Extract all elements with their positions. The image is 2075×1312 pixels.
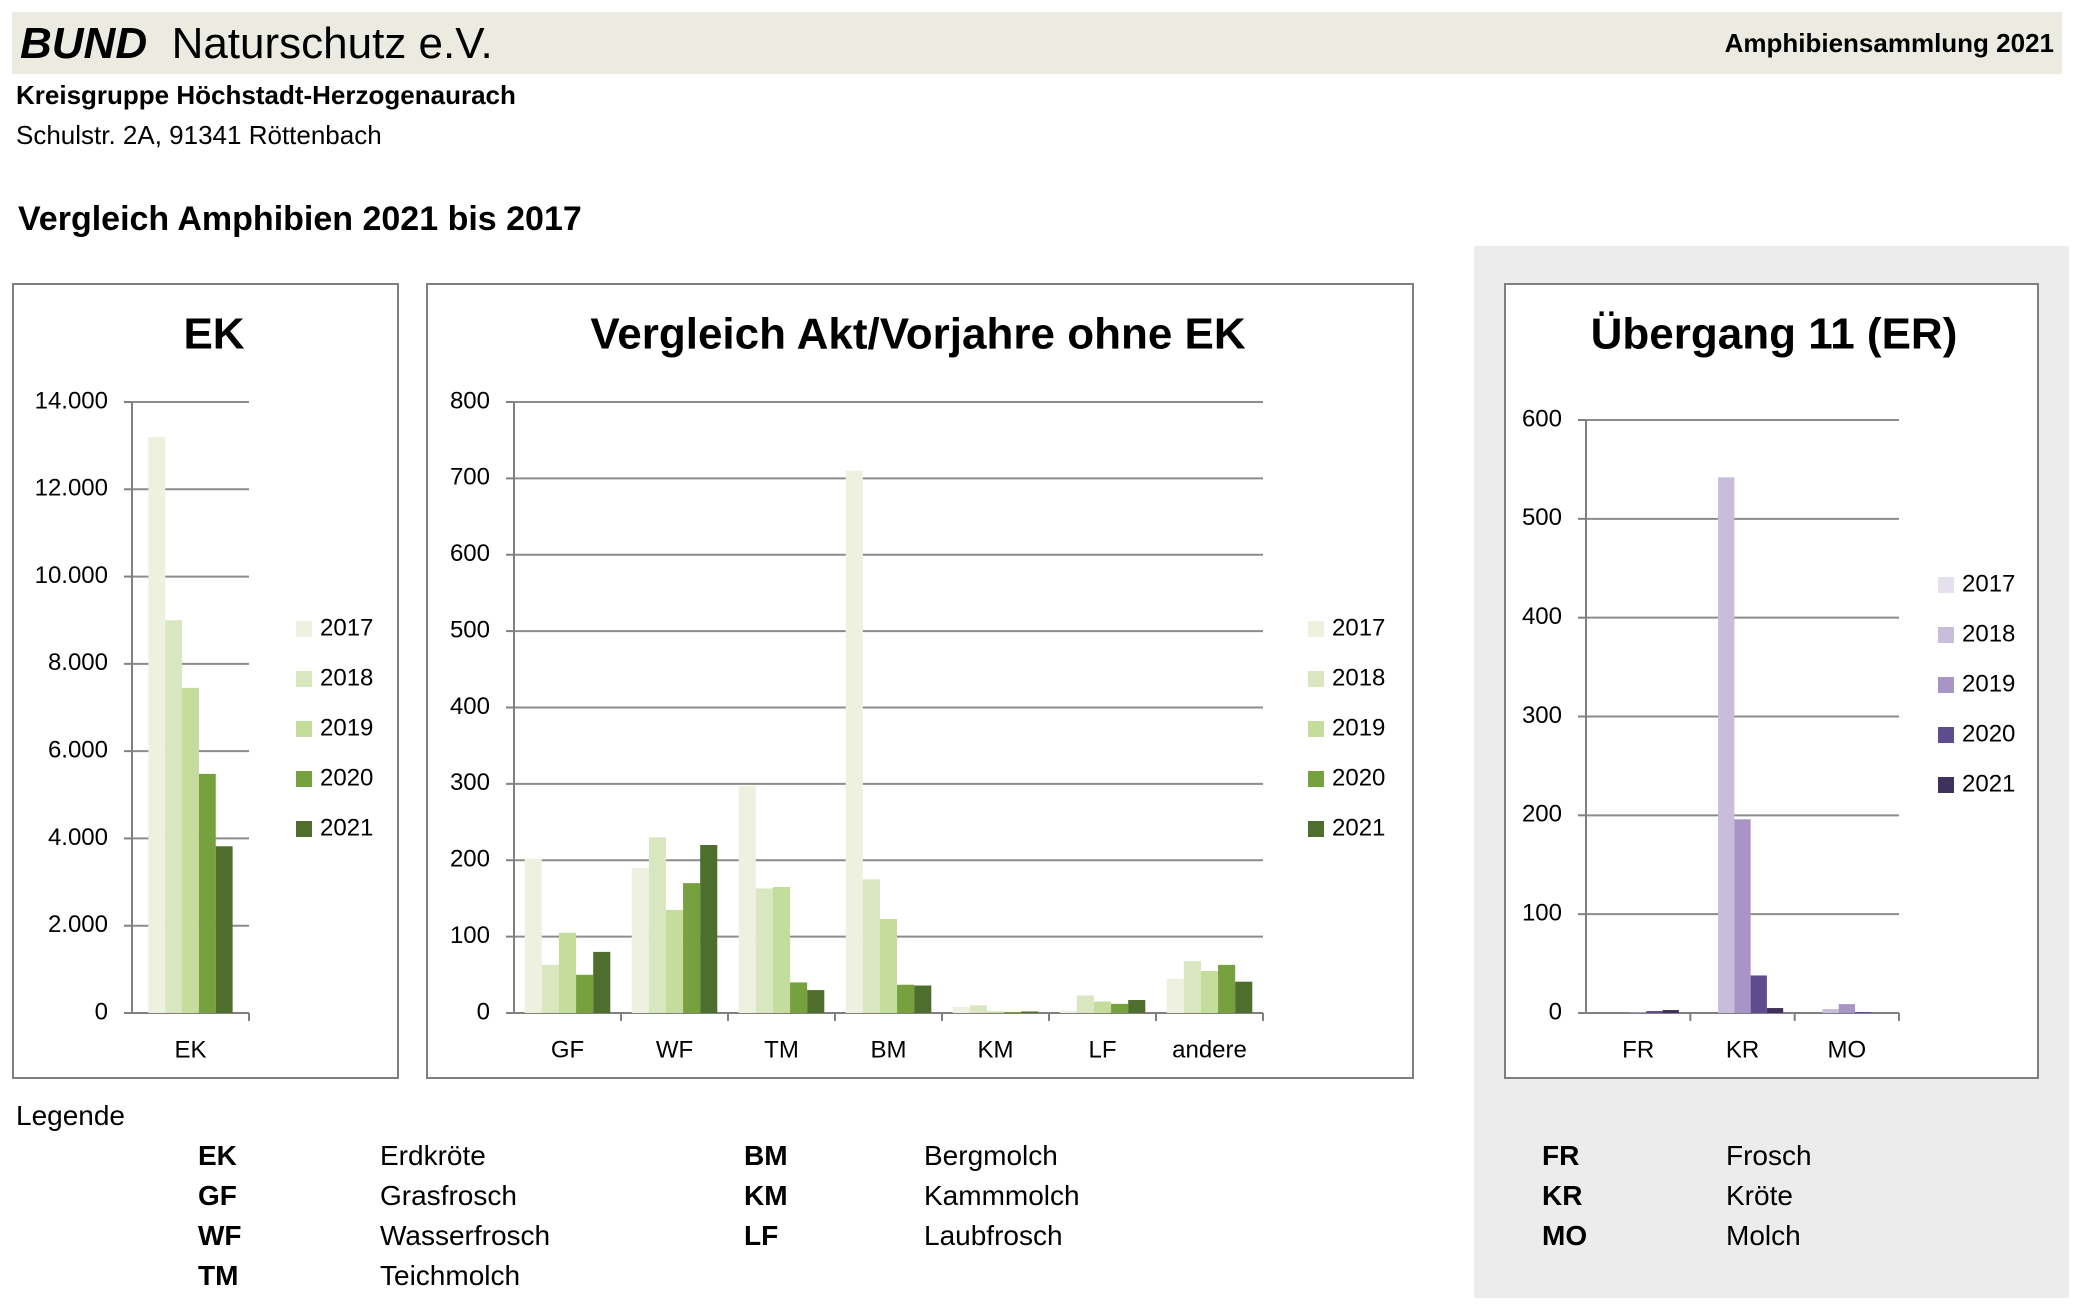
legend-abbr-kr: KR	[1542, 1180, 1583, 1211]
cmp-legend-label-2019: 2019	[1332, 714, 1386, 742]
ek-bar-ek-2018	[165, 620, 182, 1013]
cmp-xtick-label: LF	[1088, 1036, 1117, 1064]
ek-ytick-label: 6.000	[47, 736, 108, 764]
cmp-bar-wf-2018	[649, 837, 666, 1013]
ek-ytick-label: 14.000	[34, 387, 108, 415]
ueb-ytick-label: 0	[1548, 998, 1562, 1026]
ueb-xtick-label: MO	[1827, 1036, 1867, 1064]
ek-bar-ek-2017	[148, 437, 165, 1013]
ek-ytick-label: 12.000	[34, 474, 108, 502]
ueb-legend-label-2019: 2019	[1962, 670, 2016, 698]
cmp-bar-tm-2017	[739, 786, 756, 1013]
cmp-xtick-label: KM	[977, 1036, 1014, 1064]
legend-name-ek: Erdkröte	[380, 1140, 486, 1171]
cmp-ytick-label: 400	[449, 692, 490, 720]
cmp-bar-gf-2017	[525, 859, 542, 1013]
chart-ek	[12, 283, 399, 1079]
cmp-xtick-label: GF	[550, 1036, 585, 1064]
ek-ytick-label: 8.000	[47, 649, 108, 677]
cmp-ytick-label: 600	[449, 540, 490, 568]
cmp-xtick-label: andere	[1172, 1036, 1247, 1064]
legend-abbr-mo: MO	[1542, 1220, 1588, 1251]
cmp-ytick-label: 500	[449, 616, 490, 644]
cmp-bar-wf-2020	[683, 883, 700, 1013]
legend-name-lf: Laubfrosch	[924, 1220, 1063, 1251]
ueb-bar-mo-2019	[1839, 1004, 1855, 1013]
ek-bar-ek-2020	[199, 774, 216, 1013]
ek-legend-swatch-2018	[296, 671, 312, 687]
cmp-bar-lf-2021	[1128, 1000, 1145, 1013]
ek-legend-label-2020: 2020	[320, 764, 374, 792]
ueb-bar-fr-2021	[1663, 1010, 1679, 1013]
cmp-bar-km-2021	[1021, 1011, 1038, 1013]
cmp-ytick-label: 700	[449, 463, 490, 491]
cmp-bar-lf-2020	[1111, 1004, 1128, 1013]
ek-ytick-label: 2.000	[47, 911, 108, 939]
ek-legend-label-2017: 2017	[320, 614, 374, 642]
cmp-bar-km-2019	[987, 1011, 1004, 1013]
cmp-bar-bm-2018	[863, 879, 880, 1013]
cmp-ytick-label: 300	[449, 769, 490, 797]
legend-abbr-wf: WF	[198, 1220, 242, 1251]
ueb-legend-swatch-2017	[1938, 577, 1954, 593]
comparison-title: Vergleich Amphibien 2021 bis 2017	[18, 200, 582, 238]
ueb-bar-fr-2019	[1630, 1012, 1646, 1013]
brand-rest: Naturschutz e.V.	[171, 19, 493, 68]
cmp-bar-bm-2020	[897, 985, 914, 1013]
cmp-ytick-label: 0	[476, 998, 490, 1026]
cmp-legend-swatch-2017	[1308, 621, 1324, 637]
legend-name-fr: Frosch	[1726, 1140, 1812, 1171]
ueb-xtick-label: KR	[1725, 1036, 1760, 1064]
legend-name-gf: Grasfrosch	[380, 1180, 517, 1211]
cmp-bar-tm-2019	[773, 887, 790, 1013]
cmp-bar-km-2017	[953, 1007, 970, 1013]
ueb-ytick-label: 500	[1521, 504, 1562, 532]
ek-legend-swatch-2020	[296, 771, 312, 787]
ueb-legend-swatch-2020	[1938, 727, 1954, 743]
legend-heading: Legende	[16, 1100, 126, 1131]
ueb-title: Übergang 11 (ER)	[1590, 309, 1958, 359]
brand-logo	[20, 20, 493, 68]
ueb-legend-swatch-2021	[1938, 777, 1954, 793]
legend-abbr-gf: GF	[198, 1180, 237, 1211]
ueb-bar-mo-2018	[1822, 1009, 1838, 1013]
cmp-bar-andere-2019	[1201, 971, 1218, 1013]
cmp-bar-gf-2020	[576, 975, 593, 1013]
cmp-bar-gf-2019	[559, 933, 576, 1013]
ueb-legend-label-2018: 2018	[1962, 620, 2016, 648]
ueb-bar-kr-2021	[1767, 1008, 1783, 1013]
legend-abbr-fr: FR	[1542, 1140, 1580, 1171]
ueb-bar-kr-2019	[1734, 819, 1750, 1013]
ueb-bar-kr-2020	[1751, 975, 1767, 1013]
cmp-bar-wf-2019	[666, 910, 683, 1013]
legend-abbr-ek: EK	[198, 1140, 237, 1171]
ueb-legend-label-2017: 2017	[1962, 570, 2016, 598]
ek-legend-label-2018: 2018	[320, 664, 374, 692]
cmp-xtick-label: BM	[870, 1036, 907, 1064]
chart-uebergang	[1504, 283, 2039, 1079]
cmp-bar-lf-2019	[1094, 1002, 1111, 1013]
cmp-bar-lf-2018	[1077, 995, 1094, 1013]
ueb-ytick-label: 100	[1521, 899, 1562, 927]
cmp-bar-tm-2018	[756, 889, 773, 1013]
cmp-bar-tm-2021	[807, 990, 824, 1013]
cmp-ytick-label: 200	[449, 845, 490, 873]
cmp-legend-label-2017: 2017	[1332, 614, 1386, 642]
legend-name-mo: Molch	[1726, 1220, 1801, 1251]
cmp-legend-label-2018: 2018	[1332, 664, 1386, 692]
legend-abbr-tm: TM	[198, 1260, 239, 1291]
ueb-legend-swatch-2019	[1938, 677, 1954, 693]
cmp-bar-andere-2017	[1167, 979, 1184, 1013]
cmp-legend-swatch-2019	[1308, 721, 1324, 737]
cmp-bar-gf-2018	[542, 965, 559, 1013]
legend-name-bm: Bergmolch	[924, 1140, 1058, 1171]
ek-ytick-label: 0	[94, 998, 108, 1026]
ek-legend-swatch-2017	[296, 621, 312, 637]
cmp-bar-gf-2021	[593, 952, 610, 1013]
ek-legend-swatch-2021	[296, 821, 312, 837]
cmp-legend-swatch-2018	[1308, 671, 1324, 687]
ueb-bar-mo-2020	[1855, 1012, 1871, 1013]
legend-abbr-km: KM	[744, 1180, 788, 1211]
ek-legend-label-2021: 2021	[320, 814, 374, 842]
cmp-bar-km-2018	[970, 1005, 987, 1013]
cmp-legend-swatch-2020	[1308, 771, 1324, 787]
ek-ytick-label: 10.000	[34, 561, 108, 589]
cmp-legend-label-2020: 2020	[1332, 764, 1386, 792]
cmp-bar-tm-2020	[790, 982, 807, 1013]
cmp-legend-swatch-2021	[1308, 821, 1324, 837]
brand-bold: BUND	[20, 19, 148, 68]
chart-ek-svg	[14, 285, 401, 1081]
organization-address: Schulstr. 2A, 91341 Röttenbach	[16, 120, 382, 150]
legend-abbr-bm: BM	[744, 1140, 788, 1171]
ueb-ytick-label: 400	[1521, 603, 1562, 631]
cmp-bar-wf-2021	[700, 845, 717, 1013]
header-bar	[12, 12, 2062, 74]
document-title: Amphibiensammlung 2021	[1724, 28, 2054, 58]
ek-bar-ek-2021	[216, 846, 233, 1013]
ueb-bar-kr-2018	[1718, 477, 1734, 1013]
ek-ytick-label: 4.000	[47, 823, 108, 851]
cmp-legend-label-2021: 2021	[1332, 814, 1386, 842]
ueb-legend-label-2020: 2020	[1962, 720, 2016, 748]
cmp-bar-andere-2018	[1184, 961, 1201, 1013]
legend-name-km: Kammmolch	[924, 1180, 1080, 1211]
organization-name: Kreisgruppe Höchstadt-Herzogenaurach	[16, 80, 516, 110]
ueb-ytick-label: 200	[1521, 800, 1562, 828]
ueb-ytick-label: 300	[1521, 701, 1562, 729]
cmp-xtick-label: WF	[655, 1036, 694, 1064]
cmp-ytick-label: 100	[449, 921, 490, 949]
ueb-legend-label-2021: 2021	[1962, 770, 2016, 798]
ek-legend-label-2019: 2019	[320, 714, 374, 742]
chart-uebergang-svg	[1506, 285, 2041, 1081]
cmp-bar-lf-2017	[1060, 1011, 1077, 1013]
legend-name-wf: Wasserfrosch	[380, 1220, 551, 1251]
legend-name-tm: Teichmolch	[380, 1260, 521, 1291]
cmp-title: Vergleich Akt/Vorjahre ohne EK	[590, 309, 1246, 359]
cmp-bar-wf-2017	[632, 868, 649, 1013]
ueb-ytick-label: 600	[1521, 405, 1562, 433]
cmp-bar-bm-2021	[914, 986, 931, 1013]
legend-abbr-lf: LF	[744, 1220, 779, 1251]
ek-title: EK	[183, 309, 245, 359]
ek-bar-ek-2019	[182, 688, 199, 1013]
cmp-bar-andere-2021	[1235, 982, 1252, 1013]
ek-legend-swatch-2019	[296, 721, 312, 737]
cmp-xtick-label: TM	[764, 1036, 799, 1064]
cmp-ytick-label: 800	[449, 387, 490, 415]
cmp-bar-km-2020	[1004, 1012, 1021, 1013]
ueb-bar-fr-2020	[1646, 1011, 1662, 1013]
ek-xtick-label: EK	[174, 1036, 207, 1064]
legend-name-kr: Kröte	[1726, 1180, 1793, 1211]
ueb-xtick-label: FR	[1622, 1036, 1655, 1064]
chart-comparison	[426, 283, 1414, 1079]
ueb-legend-swatch-2018	[1938, 627, 1954, 643]
cmp-bar-andere-2020	[1218, 965, 1235, 1013]
chart-comparison-svg	[428, 285, 1416, 1081]
cmp-bar-bm-2019	[880, 919, 897, 1013]
cmp-bar-bm-2017	[846, 471, 863, 1013]
